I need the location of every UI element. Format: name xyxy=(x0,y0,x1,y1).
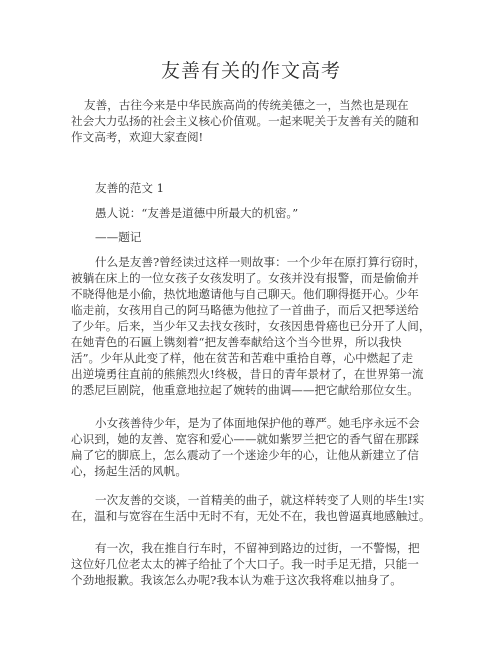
paragraph-line: 了少年。后来，当少年又去找女孩时，女孩因患骨癌也已分开了人间， xyxy=(71,319,431,333)
paragraph-line: 的悉尼巨剧院，他重意地拉起了婉转的曲调——把它献给那位女生。 xyxy=(71,383,419,397)
paragraph-line: 有一次，我在推自行车时，不留神到路边的过街，一不警惕，把 xyxy=(95,541,420,555)
paragraph-line: 什么是友善?曾经读过这样一则故事：一个少年在原打算行窃时， xyxy=(95,255,426,269)
intro-line: 社会大力弘扬的社会主义核心价值观。一起来呢关于友善有关的随和 xyxy=(71,114,419,128)
paragraph-line: 一次友善的交谈，一首精美的曲子，就这样转变了人则的毕生!实 xyxy=(95,493,425,507)
paragraph-line: 个劲地报歉。我该怎么办呢?我本认为难于这次我将难以抽身了。 xyxy=(71,573,402,587)
paragraph-line: 临走前，女孩用自己的阿马略德为他拉了一首曲子，而后又把琴送给 xyxy=(71,303,419,317)
paragraph-line: 被躺在床上的一位女孩子女孩发明了。女孩并没有报警，而是偷偷并 xyxy=(71,271,419,285)
paragraph-line: 活”。少年从此变了样，他在贫苦和苦难中重拾自尊，心中燃起了走 xyxy=(71,351,414,365)
paragraph-line: 不晓得他是小偷，热忱地邀请他与自己聊天。他们聊得挺开心。少年 xyxy=(71,287,419,301)
intro-line: 友善，古往今来是中华民族高尚的传统美德之一，当然也是现在 xyxy=(84,98,409,112)
paragraph-line: 心，扬起生活的风帆。 xyxy=(71,464,187,478)
essay-heading: 友善的范文 1 xyxy=(95,181,165,195)
paragraph-line: 在，温和与宽容在生活中无时不有，无处不在，我也曾逼真地感触过。 xyxy=(71,509,431,523)
paragraph-line: 扁了它的脚底上，怎么震动了一个迷途少年的心，让他从新建立了信 xyxy=(71,448,419,462)
paragraph-line: 小女孩善待少年，是为了体面地保护他的尊严。她毛序永远不会 xyxy=(95,416,420,430)
document-title: 友善有关的作文高考 xyxy=(160,60,341,82)
paragraph-line: 在她青色的石匾上镌刻着“把友善奉献给这个当今世界，所以我快 xyxy=(71,335,402,349)
epigraph-source: ——题记 xyxy=(95,230,142,244)
paragraph-line: 心识到，她的友善、宽容和爱心——就如紫罗兰把它的香气留在那踩 xyxy=(71,432,419,446)
epigraph-quote: 愚人说：“友善是道德中所最大的机密。” xyxy=(95,206,299,220)
paragraph-line: 出逆境勇往直前的熊熊烈火!终极，昔日的青年景材了，在世界第一流 xyxy=(71,367,424,381)
paragraph-line: 这位好几位老太太的裤子给扯了个大口子。我一时手足无措，只能一 xyxy=(71,557,419,571)
intro-line: 作文高考，欢迎大家查阅! xyxy=(71,130,204,144)
